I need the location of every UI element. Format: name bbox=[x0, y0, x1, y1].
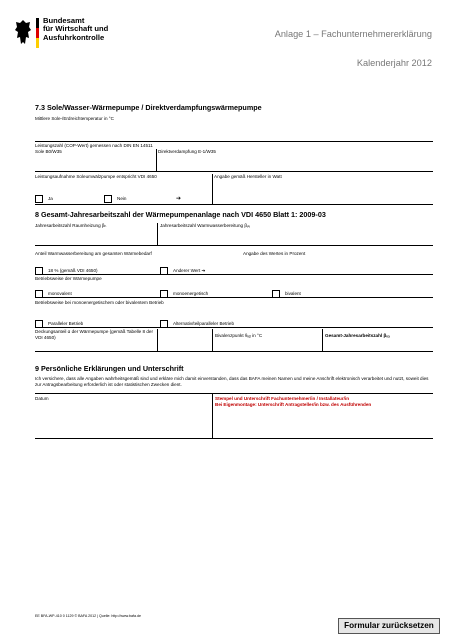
monoenergetisch-label: monoenergetisch bbox=[173, 291, 209, 296]
pumpe-label: Leistungsaufnahme Soleumwälzpumpe entspricht VDI 4650 bbox=[35, 174, 157, 179]
sole-temp-input[interactable] bbox=[35, 122, 433, 140]
sole-b0-label: Sole B0/W35 bbox=[35, 149, 62, 154]
prozent-input[interactable] bbox=[243, 258, 433, 273]
section-8-heading: 8 Gesamt-Jahresarbeitszahl der Wärmepumpenanlage nach VDI 4650 Blatt 1: 2009-03 bbox=[35, 210, 326, 219]
section-9-heading: 9 Persönliche Erklärungen und Unterschrift bbox=[35, 364, 184, 373]
jaz-warmwasser-input[interactable] bbox=[160, 230, 433, 244]
unterschrift-field[interactable] bbox=[215, 410, 433, 437]
eigenmontage-label: Bei Eigenmontage: Unterschrift Antragsteller/in bzw. des Ausführenden bbox=[215, 402, 372, 407]
cop-direkt-input[interactable] bbox=[158, 155, 433, 170]
monovalent-label: monovalent bbox=[48, 291, 72, 296]
document-title: Anlage 1 – Fachunternehmererklärung bbox=[274, 29, 432, 39]
anderer-wert-label: Anderer Wert ➔ bbox=[173, 268, 206, 273]
org-line-3: Ausfuhrkontrolle bbox=[43, 32, 105, 42]
bivalenzpunkt-label: Bivalenzpunkt ϑₑᵦ in °C bbox=[215, 333, 263, 338]
gesamt-jaz-input[interactable] bbox=[394, 330, 432, 350]
jaz-warmwasser-label: Jahresarbeitszahl Warmwasserbereitung βᵥᵥ bbox=[160, 223, 250, 228]
reset-form-button[interactable]: Formular zurücksetzen bbox=[338, 618, 440, 634]
angabe-watt-label: Angabe gemäß Hersteller in Watt bbox=[214, 174, 282, 179]
angabe-prozent-label: Angabe des Wertes in Prozent bbox=[243, 251, 306, 256]
federal-eagle-icon bbox=[14, 18, 32, 48]
opt-18-label: 18 % (gemäß VDI 4650) bbox=[48, 268, 98, 273]
jaz-raumheizung-input[interactable] bbox=[35, 230, 155, 244]
betriebsweise-label: Betriebsweise der Wärmepumpe bbox=[35, 276, 102, 281]
document-year: Kalenderjahr 2012 bbox=[356, 58, 432, 68]
datum-input[interactable] bbox=[35, 403, 210, 437]
erklaerung-text: Ich versichere, dass alle Angaben wahrheitsgemäß sind und erkläre mich damit einverstanden, dass das BAFA meinen Namen und meine Anschrift elektronisch verarbeitet und nutzt, soweit dies zur Antragsbearbeitung erforderlich ist oder statistischen Zwecken dient. bbox=[35, 376, 429, 387]
cop-sole-input[interactable] bbox=[35, 155, 155, 170]
bivalent-label: bivalent bbox=[285, 291, 301, 296]
org-line-1: Bundesamt bbox=[43, 16, 85, 25]
arrow-right-icon: ➔ bbox=[176, 196, 182, 202]
ja-label: Ja bbox=[48, 196, 53, 201]
sole-temp-label: Mittlere Sole-/Erdreichtemperatur in °C bbox=[35, 116, 114, 121]
direktverdampfung-label: Direktverdampfung E-1/W35 bbox=[158, 149, 216, 154]
stempel-label: Stempel und Unterschrift Fachunternehmer/in / Installateur/in bbox=[215, 396, 350, 401]
nein-label: Nein bbox=[117, 196, 127, 201]
alternativ-label: Alternativ/teilparalleler Betrieb bbox=[173, 321, 235, 326]
gesamt-jaz-label: Gesamt-Jahresarbeitszahl βᵥₐ bbox=[325, 333, 390, 338]
organization-name bbox=[43, 17, 108, 42]
deckungsanteil-input[interactable] bbox=[160, 330, 210, 350]
parallel-label: Paralleler Betrieb bbox=[48, 321, 84, 326]
cop-label: Leistungszahl (COP-Wert) gemessen nach DIN EN 14511 bbox=[35, 143, 153, 148]
jaz-raumheizung-label: Jahresarbeitszahl Raumheizung βₕ bbox=[35, 223, 107, 228]
datum-label: Datum bbox=[35, 396, 49, 401]
checkbox-nein[interactable] bbox=[104, 195, 112, 203]
bivalenzpunkt-input[interactable] bbox=[272, 330, 320, 350]
checkbox-ja[interactable] bbox=[35, 195, 43, 203]
anteil-ww-label: Anteil Warmwasserbereitung am gesamten Wärmebedarf bbox=[35, 251, 152, 256]
betriebsweise-2-label: Betriebsweise bei monoenergetischem oder bivalentem Betrieb bbox=[35, 300, 164, 305]
section-7-3-heading: 7.3 Sole/Wasser-Wärmepumpe / Direktverdampfungswärmepumpe bbox=[35, 103, 262, 112]
org-line-2: für Wirtschaft und bbox=[43, 24, 109, 34]
german-flag-stripe bbox=[36, 18, 39, 48]
watt-input[interactable] bbox=[214, 181, 433, 203]
footer-text: EE BFA-WP-410 0 1129 © BAFA 2012 | Quelle: http://www.bafa.de bbox=[35, 614, 141, 618]
deckungsanteil-label: Deckungsanteil α der Wärmepumpe (gemäß Tabelle 8 der VDI 4650) bbox=[35, 329, 153, 340]
bafa-logo bbox=[14, 14, 110, 64]
